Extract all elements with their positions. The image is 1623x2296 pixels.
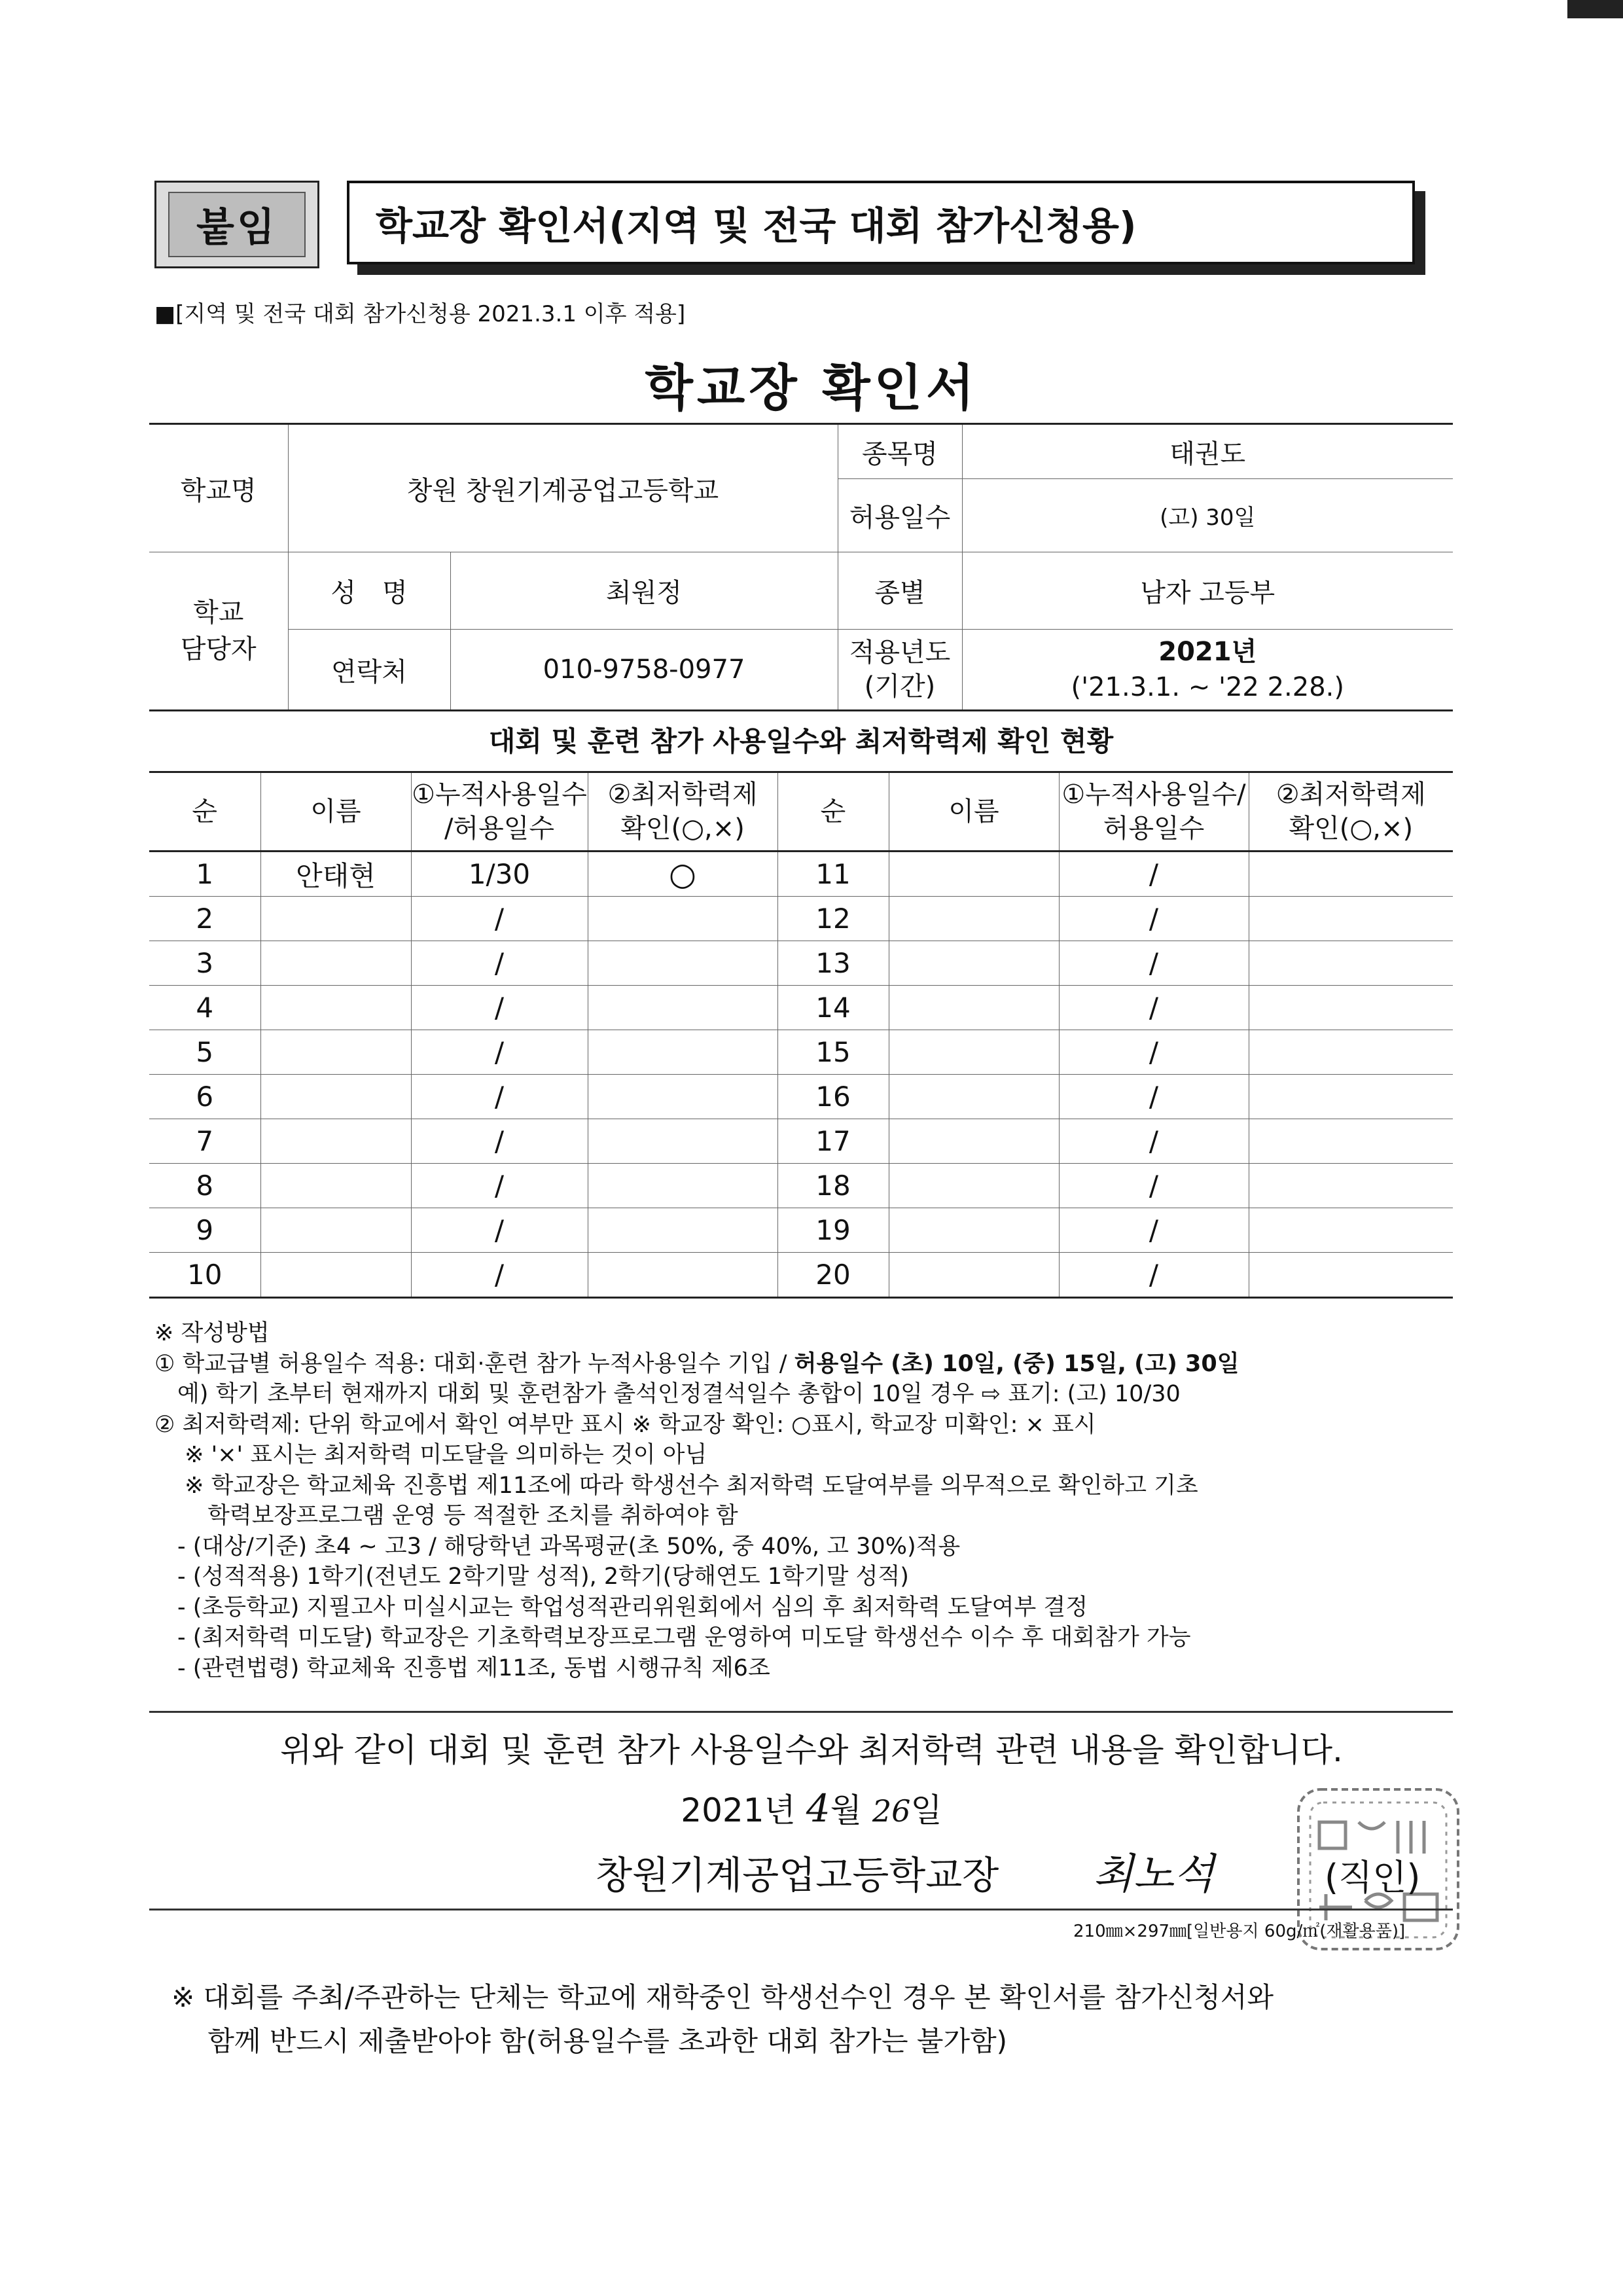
table-cell-name2 bbox=[889, 1208, 1059, 1253]
table-row bbox=[149, 941, 1453, 986]
table-row bbox=[149, 1164, 1453, 1208]
year-cell bbox=[962, 630, 1453, 711]
table-cell-days: / bbox=[411, 1075, 588, 1119]
table-cell-check: ○ bbox=[588, 852, 777, 897]
attachment-badge bbox=[154, 181, 319, 268]
status-table-header bbox=[149, 772, 1453, 852]
table-cell-days: / bbox=[411, 1119, 588, 1164]
table-row bbox=[149, 1208, 1453, 1253]
table-cell-check2 bbox=[1249, 1208, 1453, 1253]
status-section-title: 대회 및 훈련 참가 사용일수와 최저학력제 확인 현황 bbox=[488, 725, 1114, 757]
table-cell-no2: 14 bbox=[777, 986, 889, 1030]
col-no-2: 순 bbox=[777, 772, 889, 852]
attachment-badge-label: 붙임 bbox=[168, 192, 306, 257]
school-label: 학교명 bbox=[149, 424, 288, 552]
date-year: 2021년 bbox=[681, 1791, 796, 1829]
table-cell-check2 bbox=[1249, 941, 1453, 986]
table-cell-days2: / bbox=[1059, 986, 1249, 1030]
event-value: 태권도 bbox=[962, 424, 1453, 479]
school-value: 창원 창원기계공업고등학교 bbox=[288, 424, 838, 552]
table-cell-days: 1/30 bbox=[411, 852, 588, 897]
table-cell-days: / bbox=[411, 1164, 588, 1208]
submission-note-line-2: 함께 반드시 제출받아야 함(허용일수를 초과한 대회 참가는 불가함) bbox=[171, 2025, 1008, 2058]
table-cell-check bbox=[588, 941, 777, 986]
instruction-10: - (관련법령) 학교체육 진흥법 제11조, 동법 시행규칙 제6조 bbox=[154, 1655, 770, 1682]
table-cell-name2 bbox=[889, 1119, 1059, 1164]
submission-note-line-1: ※ 대회를 주최/주관하는 단체는 학교에 재학중인 학생선수인 경우 본 확인서를 참가신청서와 bbox=[171, 1981, 1274, 2013]
instructions-heading: ※ 작성방법 bbox=[154, 1320, 270, 1346]
event-label: 종목명 bbox=[838, 424, 962, 479]
table-cell-name2 bbox=[889, 1253, 1059, 1298]
table-cell-days2: / bbox=[1059, 1164, 1249, 1208]
instruction-5: 학력보장프로그램 운영 등 적절한 조치를 취하여야 함 bbox=[154, 1503, 738, 1530]
date-month-unit: 월 bbox=[830, 1791, 862, 1829]
allowed-days-value: (고) 30일 bbox=[962, 479, 1453, 552]
table-cell-name2 bbox=[889, 1075, 1059, 1119]
table-cell-no2: 20 bbox=[777, 1253, 889, 1298]
instruction-2: ② 최저학력제: 단위 학교에서 확인 여부만 표시 ※ 학교장 확인: ○표시, 학교장 미확인: × 표시 bbox=[154, 1411, 1096, 1438]
divider-bottom bbox=[149, 1909, 1453, 1910]
principal-signature: 최노석 bbox=[1093, 1850, 1215, 1899]
table-cell-no: 1 bbox=[149, 852, 260, 897]
table-cell-name bbox=[260, 1030, 411, 1075]
table-cell-check2 bbox=[1249, 1030, 1453, 1075]
instruction-9: - (최저학력 미도달) 학교장은 기초학력보장프로그램 운영하여 미도달 학생선수 이수 후 대회참가 가능 bbox=[154, 1624, 1191, 1651]
instruction-3: ※ '×' 표시는 최저학력 미도달을 의미하는 것이 아님 bbox=[154, 1442, 707, 1469]
year-label: 적용년도 (기간) bbox=[838, 630, 962, 711]
table-cell-name bbox=[260, 1075, 411, 1119]
table-row bbox=[149, 852, 1453, 897]
table-cell-name bbox=[260, 1119, 411, 1164]
principal-title: 창원기계공업고등학교장 bbox=[596, 1853, 999, 1897]
table-cell-check2 bbox=[1249, 1119, 1453, 1164]
col-name: 이름 bbox=[260, 772, 411, 852]
table-cell-days2: / bbox=[1059, 1119, 1249, 1164]
category-label: 종별 bbox=[838, 552, 962, 630]
table-cell-check bbox=[588, 1030, 777, 1075]
contact-value: 010-9758-0977 bbox=[450, 630, 838, 711]
table-cell-check2 bbox=[1249, 1253, 1453, 1298]
instruction-6: - (대상/기준) 초4 ~ 고3 / 해당학년 과목평균(초 50%, 중 40%, 고 30%)적용 bbox=[154, 1533, 961, 1560]
table-cell-no: 8 bbox=[149, 1164, 260, 1208]
table-cell-check bbox=[588, 986, 777, 1030]
table-cell-no2: 17 bbox=[777, 1119, 889, 1164]
table-cell-days: / bbox=[411, 1253, 588, 1298]
table-cell-check2 bbox=[1249, 852, 1453, 897]
table-cell-name: 안태현 bbox=[260, 852, 411, 897]
table-row bbox=[149, 1253, 1453, 1298]
table-cell-name2 bbox=[889, 852, 1059, 897]
instruction-1-example: 예) 학기 초부터 현재까지 대회 및 훈련참가 출석인정결석일수 총합이 10일 경우 ⇨ 표기: (고) 10/30 bbox=[154, 1381, 1181, 1408]
table-cell-days: / bbox=[411, 1030, 588, 1075]
table-cell-days2: / bbox=[1059, 1208, 1249, 1253]
table-cell-days2: / bbox=[1059, 1075, 1249, 1119]
year-period: ('21.3.1. ~ '22 2.28.) bbox=[1071, 672, 1344, 702]
table-cell-no: 10 bbox=[149, 1253, 260, 1298]
instruction-1-text: ① 학교급별 허용일수 적용: 대회·훈련 참가 누적사용일수 기입 / bbox=[154, 1350, 794, 1377]
instructions bbox=[154, 1318, 1463, 1684]
paper-spec: 210㎜×297㎜[일반용지 60g/㎡(재활용품)] bbox=[1073, 1922, 1406, 1941]
date-day: 26 bbox=[872, 1793, 911, 1829]
table-cell-no2: 15 bbox=[777, 1030, 889, 1075]
table-cell-name bbox=[260, 1164, 411, 1208]
col-name-2: 이름 bbox=[889, 772, 1059, 852]
col-check: ②최저학력제 확인(○,×) bbox=[588, 772, 777, 852]
table-cell-check bbox=[588, 1164, 777, 1208]
table-cell-check2 bbox=[1249, 1164, 1453, 1208]
table-cell-no2: 11 bbox=[777, 852, 889, 897]
instruction-4: ※ 학교장은 학교체육 진흥법 제11조에 따라 학생선수 최저학력 도달여부를 의무적으로 확인하고 기초 bbox=[154, 1472, 1198, 1499]
seal-label: (직인) bbox=[1325, 1857, 1421, 1898]
instruction-1-bold: 허용일수 (초) 10일, (중) 15일, (고) 30일 bbox=[794, 1350, 1240, 1377]
table-row bbox=[149, 1075, 1453, 1119]
col-no: 순 bbox=[149, 772, 260, 852]
table-cell-name2 bbox=[889, 1030, 1059, 1075]
table-cell-no2: 16 bbox=[777, 1075, 889, 1119]
table-cell-no2: 13 bbox=[777, 941, 889, 986]
table-cell-name bbox=[260, 986, 411, 1030]
table-cell-no: 3 bbox=[149, 941, 260, 986]
col-check-2: ②최저학력제 확인(○,×) bbox=[1249, 772, 1453, 852]
scan-edge-mark bbox=[1567, 0, 1623, 18]
submission-note bbox=[171, 1975, 1274, 2063]
table-cell-no: 7 bbox=[149, 1119, 260, 1164]
col-days: ①누적사용일수 /허용일수 bbox=[411, 772, 588, 852]
divider-top bbox=[149, 1711, 1453, 1713]
table-cell-days: / bbox=[411, 941, 588, 986]
table-cell-check bbox=[588, 1208, 777, 1253]
allowed-days-label: 허용일수 bbox=[838, 479, 962, 552]
table-cell-name bbox=[260, 1208, 411, 1253]
table-cell-check2 bbox=[1249, 986, 1453, 1030]
table-cell-no: 5 bbox=[149, 1030, 260, 1075]
table-cell-days: / bbox=[411, 897, 588, 941]
table-cell-no: 2 bbox=[149, 897, 260, 941]
contact-label: 연락처 bbox=[288, 630, 450, 711]
table-cell-name bbox=[260, 1253, 411, 1298]
status-table bbox=[149, 771, 1453, 1299]
table-row bbox=[149, 1030, 1453, 1075]
application-note: ■[지역 및 전국 대회 참가신청용 2021.3.1 이후 적용] bbox=[154, 301, 686, 327]
table-cell-days2: / bbox=[1059, 897, 1249, 941]
date-month: 4 bbox=[806, 1786, 830, 1831]
instruction-8: - (초등학교) 지필고사 미실시교는 학업성적관리위원회에서 심의 후 최저학력 도달여부 결정 bbox=[154, 1594, 1088, 1621]
table-cell-days2: / bbox=[1059, 1253, 1249, 1298]
table-cell-days2: / bbox=[1059, 852, 1249, 897]
page-title: 학교장 확인서 bbox=[645, 359, 978, 417]
table-cell-check bbox=[588, 897, 777, 941]
table-cell-days2: / bbox=[1059, 1030, 1249, 1075]
table-cell-name bbox=[260, 941, 411, 986]
table-cell-name2 bbox=[889, 986, 1059, 1030]
table-cell-check bbox=[588, 1119, 777, 1164]
table-cell-days: / bbox=[411, 1208, 588, 1253]
name-label: 성 명 bbox=[288, 552, 450, 630]
year-value: 2021년 bbox=[1158, 637, 1257, 667]
table-row bbox=[149, 1119, 1453, 1164]
table-cell-name2 bbox=[889, 941, 1059, 986]
date-day-unit: 일 bbox=[910, 1791, 942, 1829]
category-value: 남자 고등부 bbox=[962, 552, 1453, 630]
document-header-title: 학교장 확인서(지역 및 전국 대회 참가신청용) bbox=[347, 181, 1415, 264]
table-cell-check2 bbox=[1249, 1075, 1453, 1119]
table-cell-name bbox=[260, 897, 411, 941]
table-cell-no: 9 bbox=[149, 1208, 260, 1253]
confirmation-statement: 위와 같이 대회 및 훈련 참가 사용일수와 최저학력 관련 내용을 확인합니다. bbox=[280, 1731, 1343, 1769]
school-info-table bbox=[149, 423, 1453, 711]
manager-label: 학교 담당자 bbox=[149, 552, 288, 711]
table-cell-days2: / bbox=[1059, 941, 1249, 986]
table-cell-name2 bbox=[889, 897, 1059, 941]
table-cell-no2: 12 bbox=[777, 897, 889, 941]
table-cell-check bbox=[588, 1075, 777, 1119]
table-row bbox=[149, 986, 1453, 1030]
table-cell-check2 bbox=[1249, 897, 1453, 941]
col-days-2: ①누적사용일수/ 허용일수 bbox=[1059, 772, 1249, 852]
table-cell-no2: 19 bbox=[777, 1208, 889, 1253]
table-cell-no: 4 bbox=[149, 986, 260, 1030]
table-cell-check bbox=[588, 1253, 777, 1298]
table-row bbox=[149, 897, 1453, 941]
table-cell-no2: 18 bbox=[777, 1164, 889, 1208]
instruction-7: - (성적적용) 1학기(전년도 2학기말 성적), 2학기(당해연도 1학기말 성적) bbox=[154, 1564, 909, 1590]
instruction-1 bbox=[154, 1349, 1463, 1380]
table-cell-days: / bbox=[411, 986, 588, 1030]
name-value: 최원정 bbox=[450, 552, 838, 630]
table-cell-name2 bbox=[889, 1164, 1059, 1208]
table-cell-no: 6 bbox=[149, 1075, 260, 1119]
